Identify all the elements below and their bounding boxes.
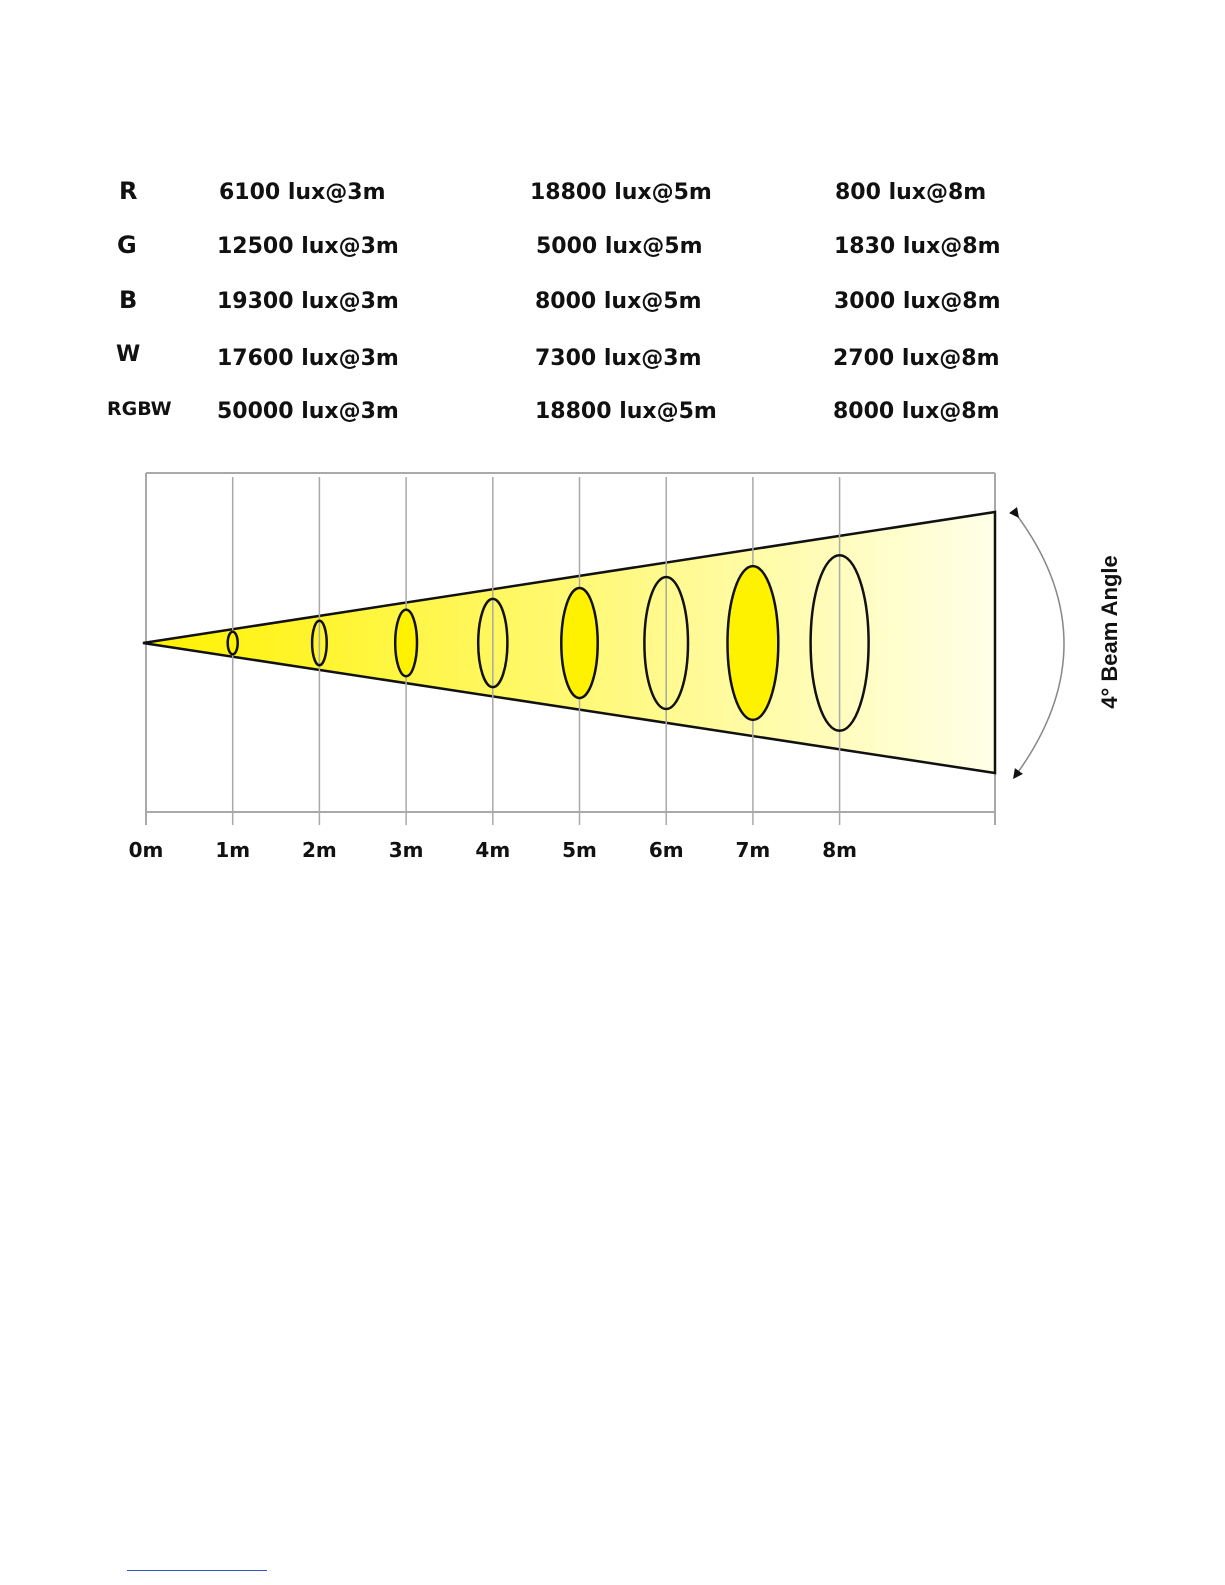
- lux-value-g-5m: 5000 lux@5m: [536, 234, 703, 259]
- lux-value-g-8m: 1830 lux@8m: [834, 234, 1001, 259]
- lux-value-w-second: 7300 lux@3m: [535, 346, 702, 371]
- lux-value-b-8m: 3000 lux@8m: [834, 289, 1001, 314]
- lux-value-rgbw-8m: 8000 lux@8m: [833, 399, 1000, 424]
- lux-value-b-3m: 19300 lux@3m: [217, 289, 399, 314]
- distance-label-0m: 0m: [128, 838, 164, 862]
- lux-value-w-8m: 2700 lux@8m: [833, 346, 1000, 371]
- row-label-r: R: [119, 177, 138, 205]
- beam-angle-label: 4° Beam Angle: [1097, 555, 1122, 709]
- footer-rule: [127, 1570, 267, 1571]
- row-label-b: B: [119, 286, 138, 314]
- beam-ellipse-5m: [561, 588, 597, 698]
- distance-label-1m: 1m: [215, 838, 251, 862]
- lux-value-rgbw-5m: 18800 lux@5m: [535, 399, 717, 424]
- lux-value-r-3m: 6100 lux@3m: [219, 180, 386, 205]
- distance-axis-labels: [129, 838, 857, 862]
- beam-ellipse-1m: [228, 632, 238, 655]
- distance-label-4m: 4m: [475, 838, 511, 862]
- lux-value-w-3m: 17600 lux@3m: [217, 346, 399, 371]
- row-label-g: G: [117, 231, 137, 259]
- distance-label-7m: 7m: [735, 838, 771, 862]
- distance-label-5m: 5m: [562, 838, 597, 862]
- lux-value-rgbw-3m: 50000 lux@3m: [217, 399, 399, 424]
- row-label-rgbw: RGBW: [107, 398, 172, 420]
- lux-value-r-8m: 800 lux@8m: [835, 180, 987, 205]
- lux-value-g-3m: 12500 lux@3m: [217, 234, 399, 259]
- distance-label-6m: 6m: [648, 838, 684, 862]
- distance-label-3m: 3m: [388, 838, 424, 862]
- beam-angle-arc: [1016, 514, 1064, 775]
- lux-value-b-5m: 8000 lux@5m: [535, 289, 702, 314]
- row-label-w: W: [116, 342, 141, 367]
- distance-label-8m: 8m: [822, 838, 857, 862]
- lux-value-r-5m: 18800 lux@5m: [530, 180, 712, 205]
- beam-ellipse-3m: [395, 610, 417, 676]
- distance-label-2m: 2m: [302, 838, 337, 862]
- beam-ellipse-7m: [728, 566, 779, 720]
